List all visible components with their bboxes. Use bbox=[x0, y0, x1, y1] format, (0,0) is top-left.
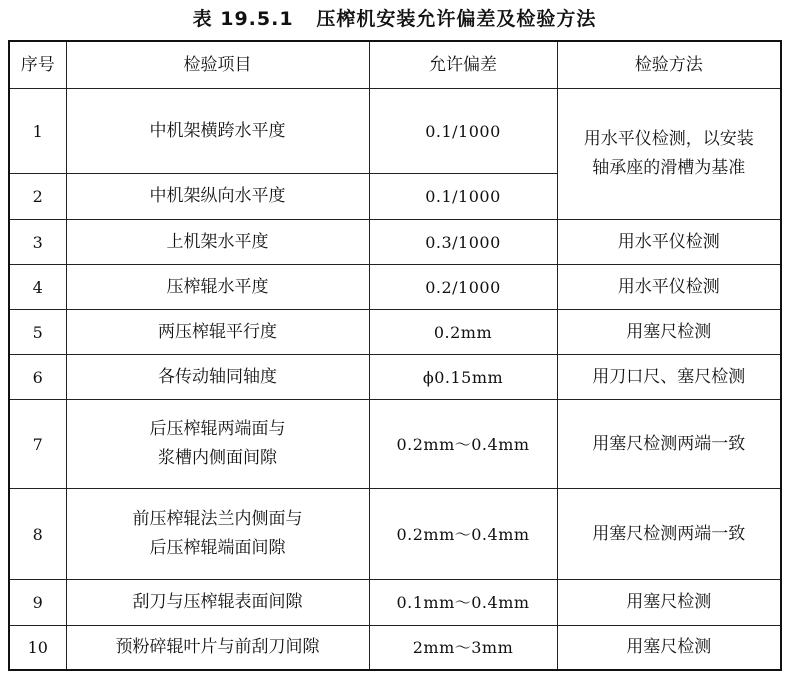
check-item: 中机架横跨水平度 bbox=[66, 89, 369, 174]
tolerance-value: 0.3/1000 bbox=[369, 220, 557, 265]
tolerance-value: 0.1/1000 bbox=[369, 174, 557, 220]
table-row bbox=[9, 580, 781, 626]
row-number: 1 bbox=[9, 89, 66, 174]
check-item: 两压榨辊平行度 bbox=[66, 310, 369, 355]
row-number: 10 bbox=[9, 626, 66, 670]
item-line: 浆槽内侧面间隙 bbox=[158, 448, 277, 468]
tolerance-value: 0.2mm～0.4mm bbox=[369, 489, 557, 580]
item-line: 后压榨辊端面间隙 bbox=[149, 538, 286, 558]
check-method: 用塞尺检测两端一致 bbox=[557, 400, 781, 489]
tolerance-value: 0.1mm～0.4mm bbox=[369, 580, 557, 626]
method-line: 轴承座的滑槽为基准 bbox=[592, 158, 746, 178]
row-number: 7 bbox=[9, 400, 66, 489]
row-number: 4 bbox=[9, 265, 66, 310]
tolerance-table bbox=[8, 40, 782, 671]
table-row bbox=[9, 489, 781, 580]
table-row bbox=[9, 355, 781, 400]
check-method bbox=[557, 89, 781, 220]
row-number: 6 bbox=[9, 355, 66, 400]
check-item bbox=[66, 400, 369, 489]
table-row bbox=[9, 220, 781, 265]
header-item: 检验项目 bbox=[66, 41, 369, 89]
item-line: 前压榨辊法兰内侧面与 bbox=[132, 509, 303, 529]
table-row bbox=[9, 89, 781, 174]
tolerance-value: ϕ0.15mm bbox=[369, 355, 557, 400]
row-number: 2 bbox=[9, 174, 66, 220]
check-method: 用塞尺检测 bbox=[557, 626, 781, 670]
check-item: 各传动轴同轴度 bbox=[66, 355, 369, 400]
check-method: 用刀口尺、塞尺检测 bbox=[557, 355, 781, 400]
tolerance-value: 2mm～3mm bbox=[369, 626, 557, 670]
check-item: 中机架纵向水平度 bbox=[66, 174, 369, 220]
check-item: 刮刀与压榨辊表面间隙 bbox=[66, 580, 369, 626]
check-method: 用水平仪检测 bbox=[557, 220, 781, 265]
check-method: 用塞尺检测两端一致 bbox=[557, 489, 781, 580]
row-number: 8 bbox=[9, 489, 66, 580]
table-row bbox=[9, 626, 781, 670]
table-row bbox=[9, 400, 781, 489]
header-tolerance: 允许偏差 bbox=[369, 41, 557, 89]
table-title: 表 19.5.1 压榨机安装允许偏差及检验方法 bbox=[192, 8, 597, 30]
check-item: 上机架水平度 bbox=[66, 220, 369, 265]
check-item bbox=[66, 489, 369, 580]
header-method: 检验方法 bbox=[557, 41, 781, 89]
header-no: 序号 bbox=[9, 41, 66, 89]
tolerance-value: 0.2mm bbox=[369, 310, 557, 355]
item-line: 后压榨辊两端面与 bbox=[149, 419, 286, 439]
row-number: 9 bbox=[9, 580, 66, 626]
table-row bbox=[9, 310, 781, 355]
check-method: 用塞尺检测 bbox=[557, 310, 781, 355]
tolerance-value: 0.1/1000 bbox=[369, 89, 557, 174]
tolerance-value: 0.2mm～0.4mm bbox=[369, 400, 557, 489]
check-method: 用水平仪检测 bbox=[557, 265, 781, 310]
header-row bbox=[9, 41, 781, 89]
check-item: 预粉碎辊叶片与前刮刀间隙 bbox=[66, 626, 369, 670]
row-number: 5 bbox=[9, 310, 66, 355]
method-line: 用水平仪检测，以安装 bbox=[583, 129, 754, 149]
tolerance-value: 0.2/1000 bbox=[369, 265, 557, 310]
check-item: 压榨辊水平度 bbox=[66, 265, 369, 310]
check-method: 用塞尺检测 bbox=[557, 580, 781, 626]
row-number: 3 bbox=[9, 220, 66, 265]
table-row bbox=[9, 265, 781, 310]
